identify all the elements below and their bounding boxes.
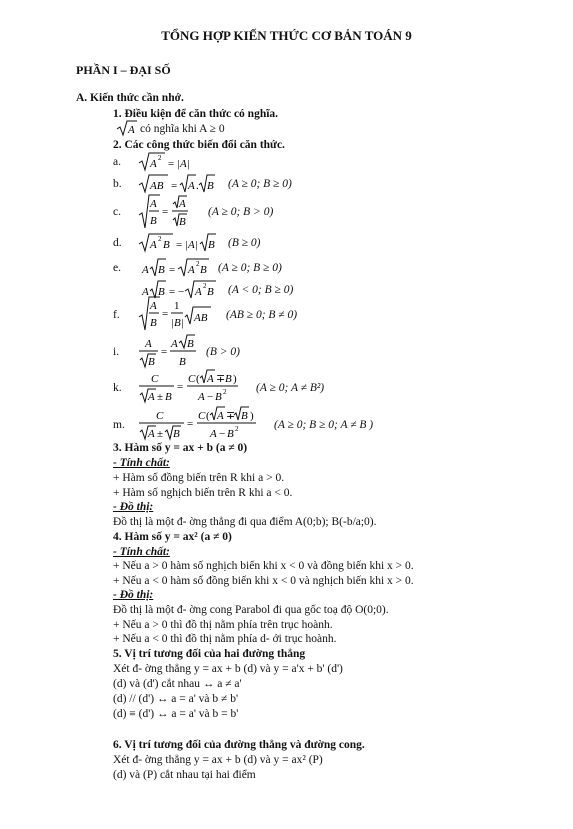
condition-e2: (A < 0; B ≥ 0) [228,284,294,296]
text-line: + Nếu a < 0 hàm số đồng biến khi x < 0 và nghịch biến khi x > 0. [113,575,414,587]
svg-text:∓: ∓ [226,410,236,422]
svg-text:=: = [169,264,176,276]
svg-text:B: B [163,239,170,251]
svg-text:B: B [207,286,214,298]
svg-text:∓: ∓ [216,373,226,385]
svg-text:A: A [188,264,195,276]
formula-f [138,295,214,333]
svg-text:B: B [225,373,232,385]
svg-text:=: = [171,180,178,192]
svg-text:A: A [128,124,135,136]
label-a: a. [113,156,121,168]
heading-2: 2. Các công thức biến đổi căn thức. [113,139,285,151]
text-line: Đồ thị là một đ- ờng cong Parabol đi qua gốc toạ độ O(0;0). [113,604,389,616]
formula-e1 [141,255,211,279]
svg-text:B: B [148,356,155,368]
svg-text:|B|: |B| [171,317,184,329]
svg-text:A: A [150,198,157,210]
svg-text:±: ± [157,391,164,403]
condition-text: có nghĩa khi A ≥ 0 [140,123,225,135]
label-f: f. [113,309,120,321]
svg-text:B: B [158,286,165,298]
subheading-do-thi-4: - Đồ thị: [113,589,154,601]
svg-text:A: A [171,338,178,350]
svg-text:B: B [208,239,215,251]
svg-text:AB: AB [194,312,208,324]
svg-text:(: ( [196,373,200,385]
svg-text:=: = [169,286,176,298]
text-line: (d) và (d') cắt nhau ↔ a ≠ a' [113,678,242,690]
text-line: Xét đ- ờng thẳng y = ax + b (d) và y = ax² (P) [113,754,323,766]
svg-text:2: 2 [158,154,162,162]
condition-d: (B ≥ 0) [228,237,261,249]
svg-text:2: 2 [158,235,162,243]
svg-text:A: A [142,286,149,298]
svg-text:C: C [198,410,206,422]
heading-6: 6. Vị trí tương đối của đường thẳng và đường cong. [113,739,365,751]
svg-text:2: 2 [235,425,239,433]
svg-text:B: B [200,264,207,276]
formula-a [138,149,198,173]
text-line: + Nếu a > 0 hàm số nghịch biến khi x < 0 và đồng biến khi x > 0. [113,560,414,572]
heading-3: 3. Hàm số y = ax + b (a ≠ 0) [113,442,248,454]
condition-e1: (A ≥ 0; B ≥ 0) [218,262,282,274]
svg-text:=: = [162,308,169,320]
formula-i [138,333,202,371]
subheading-do-thi-3: - Đồ thị: [113,501,154,513]
svg-text:): ) [233,373,237,385]
svg-text:=: = [161,346,168,358]
label-i: i. [113,346,120,358]
svg-text:B: B [207,180,214,192]
heading-4: 4. Hàm số y = ax² (a ≠ 0) [113,531,232,543]
svg-text:A: A [142,264,149,276]
condition-m: (A ≥ 0; B ≥ 0; A ≠ B ) [274,419,374,431]
formula-c [138,193,198,231]
text-line: Xét đ- ờng thẳng y = ax + b (d) và y = a'x + b' (d') [113,663,343,675]
svg-text:A: A [150,300,157,312]
svg-text:=: = [187,418,194,430]
svg-text:A: A [210,428,217,440]
subheading-tinh-chat-4: - Tính chất: [113,546,170,558]
label-c: c. [113,206,121,218]
condition-b: (A ≥ 0; B ≥ 0) [228,178,292,190]
svg-text:A: A [195,286,202,298]
svg-text:B: B [150,215,157,227]
svg-text:A: A [150,158,157,170]
svg-text:B: B [165,391,172,403]
svg-text:B: B [215,391,222,403]
label-d: d. [113,237,122,249]
label-k: k. [113,382,122,394]
svg-text:B: B [227,428,234,440]
heading-1: 1. Điều kiện để căn thức có nghĩa. [113,108,279,120]
condition-i: (B > 0) [206,346,240,358]
svg-text:(: ( [206,410,210,422]
svg-text:A: A [188,180,195,192]
subheading-tinh-chat-3: - Tính chất: [113,457,170,469]
section-a-heading: A. Kiến thức cần nhớ. [76,92,184,104]
formula-d [138,230,218,254]
svg-text:=: = [176,239,183,251]
text-line: Đồ thị là một đ- ờng thẳng đi qua điểm A(0;b); B(-b/a;0). [113,516,377,528]
svg-text:B: B [241,410,248,422]
svg-text:C: C [188,373,196,385]
svg-text:|A|: |A| [185,239,198,251]
svg-text:A: A [150,239,157,251]
label-e: e. [113,262,121,274]
svg-text:B: B [179,356,186,368]
heading-5: 5. Vị trí tương đối của hai đường thẳng [113,648,306,660]
svg-text:AB: AB [150,180,164,192]
svg-text:A: A [217,410,224,422]
text-line: + Hàm số đồng biến trên R khi a > 0. [113,472,285,484]
svg-text:2: 2 [196,260,200,268]
formula-m [138,405,266,443]
label-m: m. [113,419,125,431]
label-b: b. [113,178,122,190]
svg-text:A: A [207,373,214,385]
svg-text:A: A [148,391,155,403]
svg-text:1: 1 [174,300,180,312]
svg-text:−: − [207,391,214,403]
text-line: (d) ≡ (d') ↔ a = a' và b = b' [113,708,239,720]
condition-f: (AB ≥ 0; B ≠ 0) [226,309,298,321]
formula-b [138,171,218,195]
svg-text:B: B [173,428,180,440]
svg-text:A: A [148,428,155,440]
svg-text:=: = [168,158,175,170]
formula-sqrt-a [116,119,138,137]
svg-text:A: A [145,338,152,350]
svg-text:|A|: |A| [177,158,190,170]
text-line: + Nếu a < 0 thì đồ thị nằm phía d- ới trục hoành. [113,633,337,645]
svg-text:±: ± [157,428,164,440]
svg-text:B: B [187,338,194,350]
svg-text:B: B [150,317,157,329]
svg-text:−: − [219,428,226,440]
svg-text:2: 2 [223,388,227,396]
svg-text:B: B [179,216,186,228]
svg-text:2: 2 [203,282,207,290]
svg-text:C: C [151,373,159,385]
svg-text:C: C [156,410,164,422]
part-heading: PHẦN I – ĐẠI SỐ [76,63,171,77]
condition-k: (A ≥ 0; A ≠ B²) [256,382,325,394]
svg-text:B: B [158,264,165,276]
svg-text:=: = [162,206,169,218]
text-line: (d) và (P) cắt nhau tại hai điểm [113,769,256,781]
text-line: + Nếu a > 0 thì đồ thị nằm phía trên trục hoành. [113,619,333,631]
formula-k [138,368,250,406]
text-line: (d) // (d') ↔ a = a' và b ≠ b' [113,693,239,705]
condition-c: (A ≥ 0; B > 0) [208,206,274,218]
svg-text:A: A [179,198,186,210]
document-title: TỔNG HỢP KIẾN THỨC CƠ BẢN TOÁN 9 [161,28,412,43]
svg-text:.: . [196,180,199,192]
svg-text:A: A [198,391,205,403]
text-line: + Hàm số nghịch biến trên R khi a < 0. [113,487,293,499]
svg-text:=: = [177,381,184,393]
svg-text:−: − [178,286,185,298]
svg-text:): ) [250,410,254,422]
